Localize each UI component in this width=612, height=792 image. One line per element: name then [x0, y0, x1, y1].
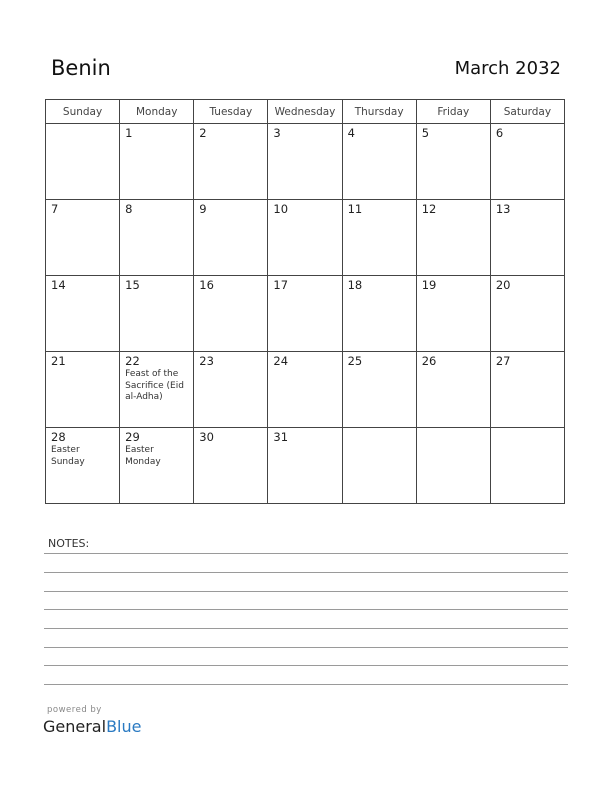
- day-number: 20: [495, 278, 511, 292]
- weekday-sunday: Sunday: [46, 100, 120, 124]
- week-row: [46, 200, 565, 276]
- day-cell: [416, 428, 490, 504]
- day-number: 7: [51, 202, 59, 216]
- weekday-tuesday: Tuesday: [194, 100, 268, 124]
- day-cell: [490, 276, 564, 352]
- day-number: 17: [273, 278, 289, 292]
- week-row: [46, 428, 565, 504]
- day-cell: [194, 352, 268, 428]
- notes-line: [44, 609, 568, 610]
- day-cell: [490, 352, 564, 428]
- notes-line: [44, 628, 568, 629]
- day-number: 19: [421, 278, 437, 292]
- notes-line: [44, 591, 568, 592]
- day-cell: [120, 428, 194, 504]
- day-cell: [268, 352, 342, 428]
- notes-label: NOTES:: [48, 537, 90, 550]
- day-cell: [490, 428, 564, 504]
- day-number: 6: [495, 126, 504, 140]
- day-number: 31: [273, 430, 289, 444]
- powered-by-text: powered by: [47, 705, 102, 715]
- day-number: 9: [199, 202, 207, 216]
- notes-line: [44, 647, 568, 648]
- day-cell: [46, 124, 120, 200]
- day-number: 12: [421, 202, 437, 216]
- week-row: [46, 352, 565, 428]
- day-cell: [490, 124, 564, 200]
- day-number: 27: [495, 354, 511, 368]
- day-cell: [268, 200, 342, 276]
- weekday-thursday: Thursday: [342, 100, 416, 124]
- day-cell: [46, 276, 120, 352]
- day-cell: [342, 352, 416, 428]
- month-year-title: March 2032: [454, 58, 561, 79]
- day-number: 24: [273, 354, 289, 368]
- day-cell: [416, 276, 490, 352]
- logo-blue: Blue: [106, 717, 142, 736]
- day-cell: [194, 124, 268, 200]
- week-row: [46, 124, 565, 200]
- day-cell: [342, 124, 416, 200]
- day-number: 29: [125, 430, 140, 444]
- notes-line: [44, 684, 568, 685]
- holiday-label: Easter Monday: [125, 445, 161, 467]
- day-cell: [194, 200, 268, 276]
- day-cell: [120, 276, 194, 352]
- day-cell: [46, 428, 120, 504]
- week-row: [46, 276, 565, 352]
- weekday-wednesday: Wednesday: [268, 100, 342, 124]
- day-number: 13: [495, 202, 511, 216]
- day-cell: [194, 276, 268, 352]
- day-number: 14: [51, 278, 66, 292]
- day-cell: [342, 276, 416, 352]
- generalblue-logo: [43, 717, 141, 736]
- notes-line: [44, 665, 568, 666]
- day-number: 26: [421, 354, 437, 368]
- weekday-saturday: Saturday: [490, 100, 564, 124]
- weekday-header-row: [46, 100, 565, 124]
- day-cell: [490, 200, 564, 276]
- day-cell: [342, 428, 416, 504]
- logo-general: General: [43, 717, 107, 736]
- day-number: 18: [347, 278, 363, 292]
- day-number: 23: [199, 354, 214, 368]
- notes-line: [44, 553, 568, 554]
- day-number: 30: [199, 430, 214, 444]
- day-cell: [120, 200, 194, 276]
- day-number: 3: [273, 126, 281, 140]
- day-number: 15: [125, 278, 140, 292]
- day-number: 22: [125, 354, 140, 368]
- day-cell: [120, 352, 194, 428]
- day-cell: [268, 276, 342, 352]
- day-cell: [268, 428, 342, 504]
- notes-line: [44, 572, 568, 573]
- day-number: 2: [199, 126, 207, 140]
- weekday-friday: Friday: [416, 100, 490, 124]
- country-title: Benin: [51, 56, 111, 80]
- day-number: 10: [273, 202, 289, 216]
- day-number: 28: [51, 430, 66, 444]
- day-cell: [120, 124, 194, 200]
- day-number: 8: [125, 202, 133, 216]
- calendar-grid: [45, 99, 565, 504]
- day-cell: [46, 352, 120, 428]
- day-cell: [268, 124, 342, 200]
- day-cell: [416, 124, 490, 200]
- day-number: 25: [347, 354, 363, 368]
- day-cell: [342, 200, 416, 276]
- day-number: 4: [347, 126, 355, 140]
- day-number: 1: [125, 126, 133, 140]
- holiday-label: Feast of the Sacrifice (Eid al-Adha): [125, 369, 184, 402]
- day-number: 16: [199, 278, 214, 292]
- day-cell: [194, 428, 268, 504]
- day-number: 11: [347, 202, 363, 216]
- day-number: 5: [421, 126, 430, 140]
- day-number: 21: [51, 354, 66, 368]
- day-cell: [416, 352, 490, 428]
- holiday-label: Easter Sunday: [51, 445, 85, 467]
- weekday-monday: Monday: [120, 100, 194, 124]
- day-cell: [46, 200, 120, 276]
- day-cell: [416, 200, 490, 276]
